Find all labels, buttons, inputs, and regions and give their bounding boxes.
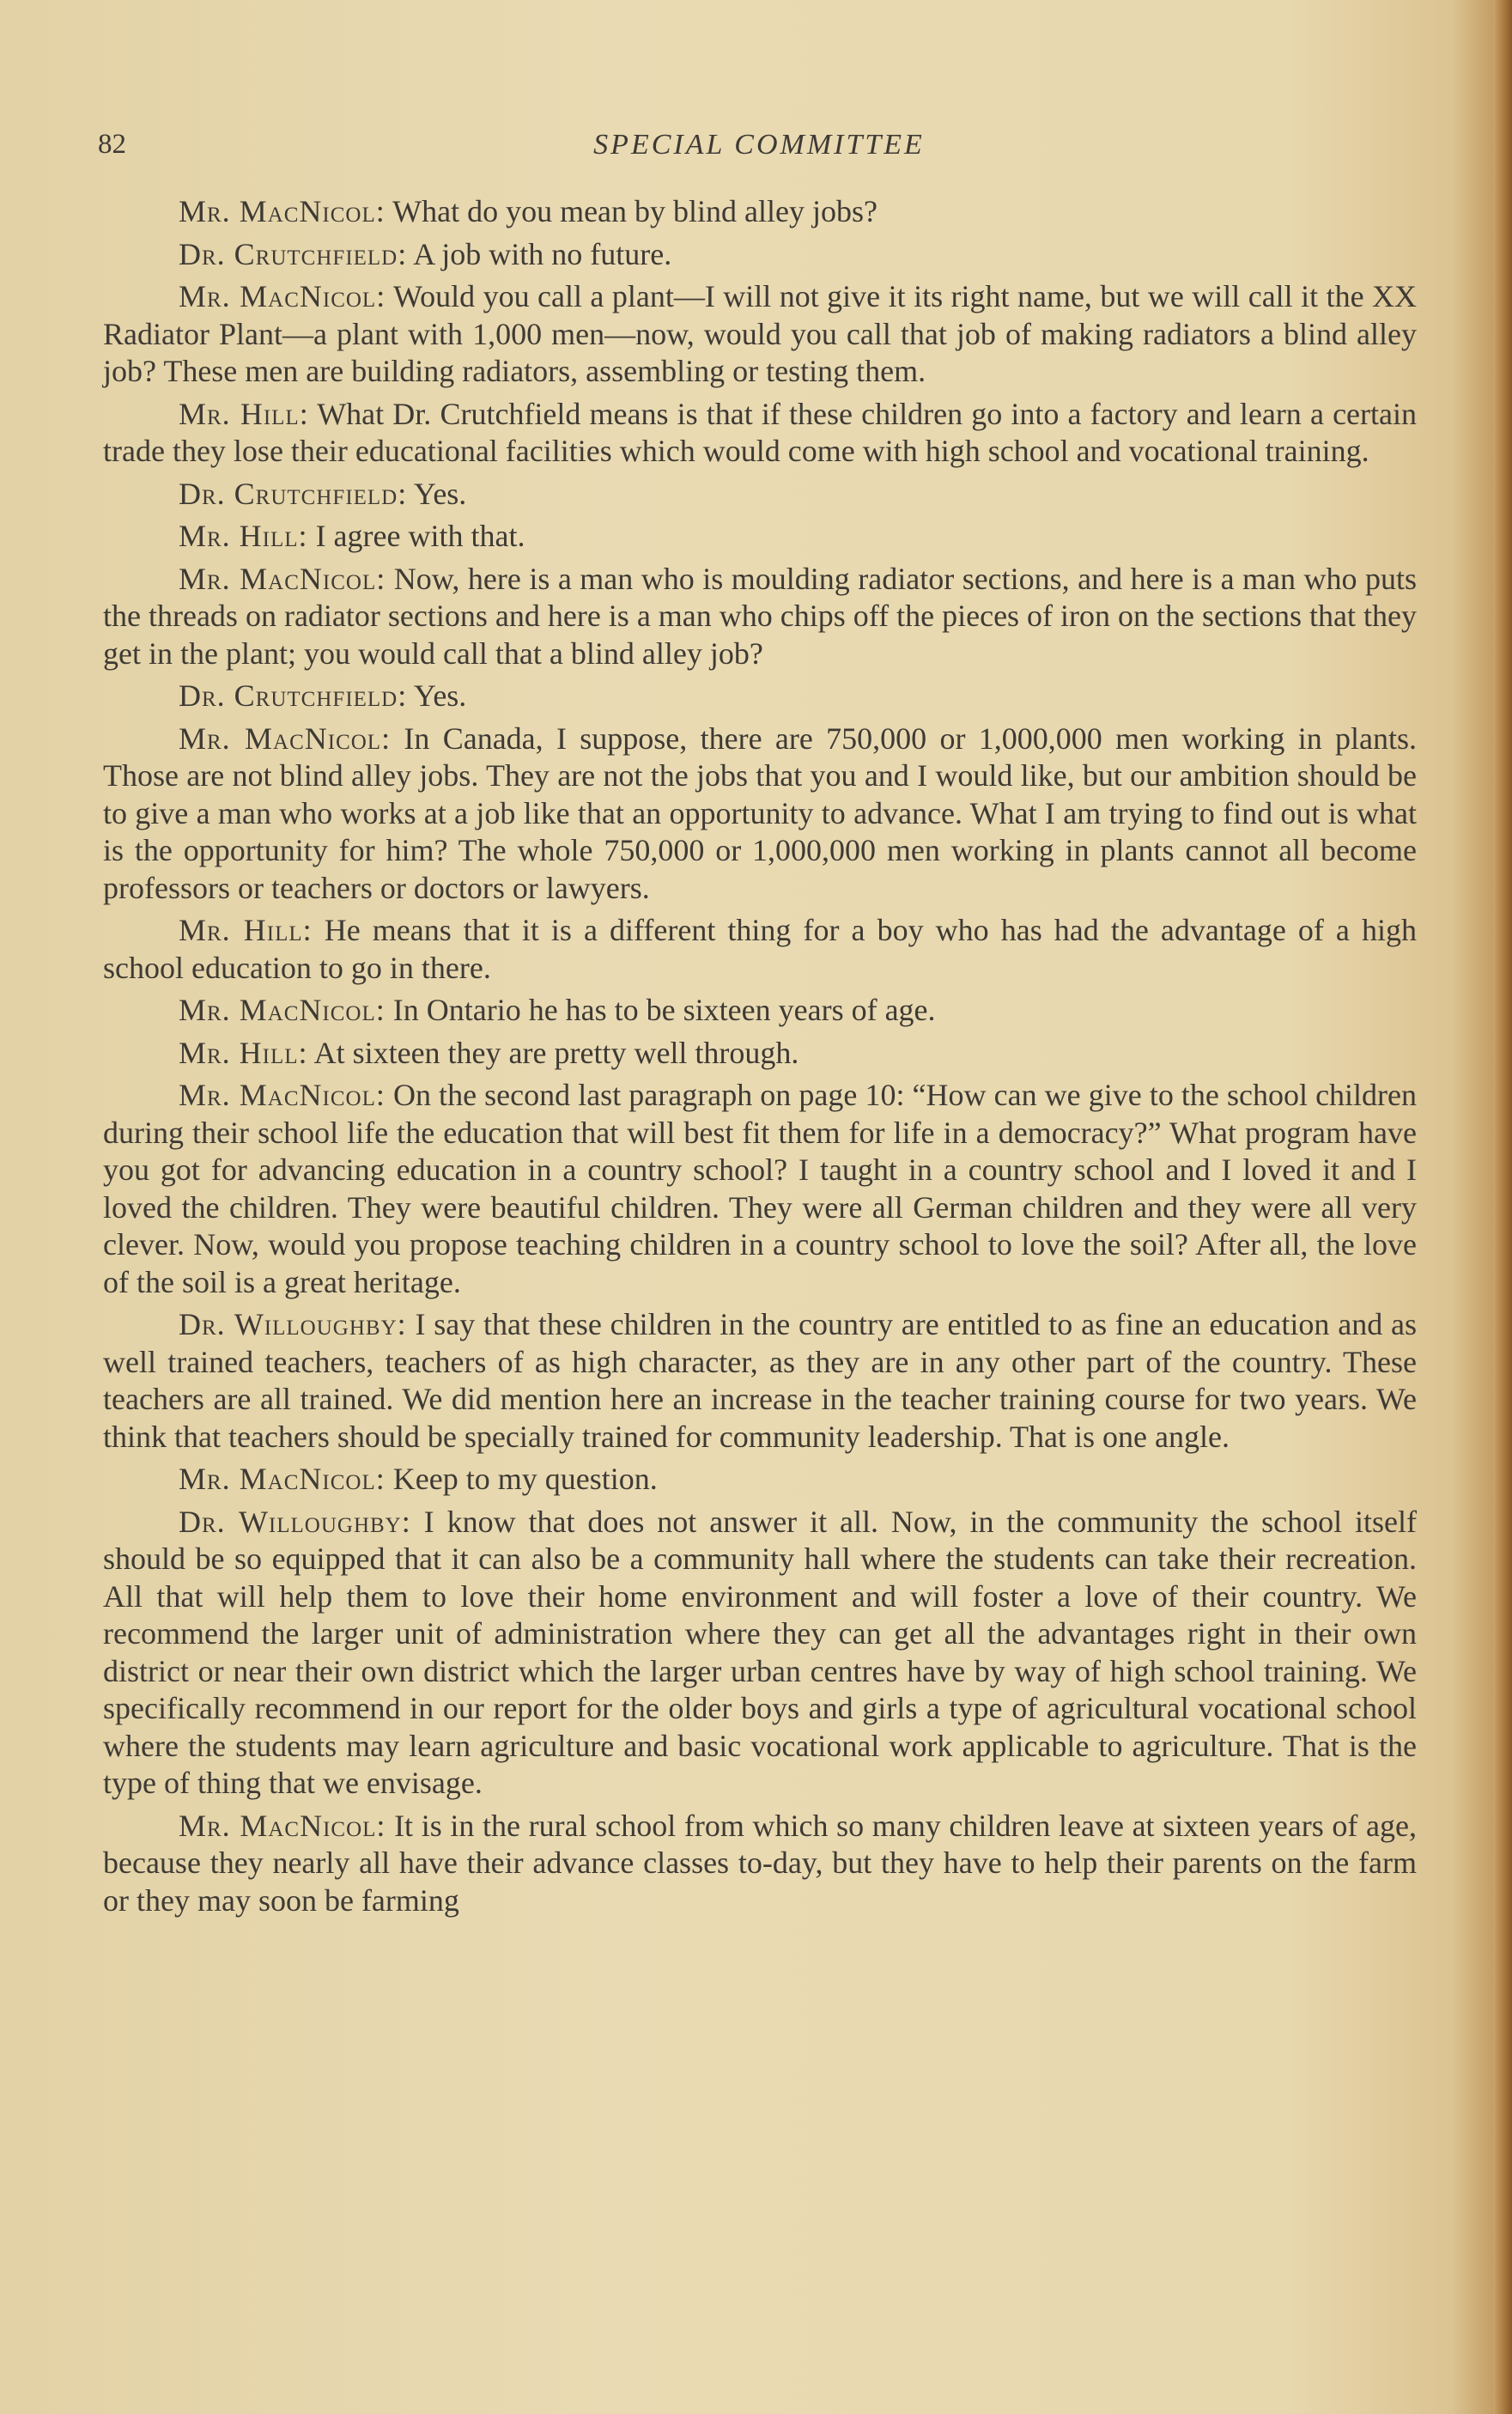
transcript-paragraph — [103, 561, 1417, 673]
transcript-body — [103, 193, 1417, 1925]
speaker-name: Mr. MacNicol: — [179, 1078, 386, 1112]
speech-text: I know that does not answer it all. Now, in the community the school itself should be so equipped that it can also be a community hall where the students can take their recreation. All that will help them to love their home environment and will foster a love of their country. We recommend the larger unit of administration where they can get all the advantages right in their own district or near their own district which the larger urban centres have by way of high school training. We specifically recommend in our report for the older boys and girls a type of agricultural vocational school where the students may learn agriculture and basic vocational work applicable to agriculture. That is the type of thing that we envisage. — [103, 1504, 1417, 1800]
speaker-name: Mr. MacNicol: — [179, 1462, 386, 1496]
speech-text: He means that it is a different thing for a boy who has had the advantage of a high school education to go in there. — [103, 913, 1417, 985]
speaker-name: Mr. Hill: — [179, 396, 309, 431]
speech-text: I agree with that. — [315, 519, 525, 553]
transcript-paragraph — [103, 278, 1417, 391]
transcript-paragraph — [103, 518, 1417, 556]
speech-text: At sixteen they are pretty well through. — [313, 1035, 799, 1070]
transcript-paragraph — [103, 1306, 1417, 1456]
speaker-name: Mr. Hill: — [179, 913, 313, 947]
speaker-name: Mr. MacNicol: — [179, 194, 386, 228]
speech-text: It is in the rural school from which so many children leave at sixteen years of age, because they nearly all have their advance classes to-day, but they have to help their parents on the farm or they may soon be farming — [103, 1808, 1418, 1918]
speaker-name: Mr. MacNicol: — [179, 561, 386, 596]
running-head: SPECIAL COMMITTEE — [593, 129, 925, 161]
transcript-paragraph — [103, 1808, 1417, 1920]
speech-text: In Canada, I suppose, there are 750,000 or 1,000,000 men working in plants. Those are not blind alley jobs. They are not the jobs that you and I would like, but our ambition should be to give a man who works at a job like that an opportunity to advance. What I am trying to find out is what is the opportunity for him? The whole 750,000 or 1,000,000 men working in plants cannot all become professors or teachers or doctors or lawyers. — [103, 721, 1418, 905]
speaker-name: Mr. Hill: — [179, 1035, 308, 1070]
transcript-paragraph — [103, 912, 1417, 987]
transcript-paragraph — [103, 236, 1417, 274]
transcript-paragraph — [103, 1461, 1417, 1499]
transcript-paragraph — [103, 678, 1417, 715]
speaker-name: Mr. MacNicol: — [179, 993, 386, 1027]
speech-text: Yes. — [413, 476, 467, 511]
speaker-name: Dr. Crutchfield: — [179, 236, 408, 271]
speech-text: Yes. — [413, 678, 467, 713]
transcript-paragraph — [103, 396, 1417, 471]
speaker-name: Mr. Hill: — [179, 519, 308, 553]
speaker-name: Dr. Crutchfield: — [179, 678, 408, 713]
speech-text: Keep to my question. — [392, 1462, 658, 1496]
speech-text: A job with no future. — [413, 236, 672, 271]
speech-text: What do you mean by blind alley jobs? — [392, 194, 877, 228]
page-header — [98, 129, 1420, 172]
transcript-paragraph — [103, 1504, 1417, 1803]
speaker-name: Mr. MacNicol: — [179, 1808, 386, 1843]
speaker-name: Dr. Crutchfield: — [179, 476, 408, 511]
page-number: 82 — [98, 129, 126, 160]
transcript-paragraph — [103, 476, 1417, 514]
transcript-paragraph — [103, 721, 1417, 908]
speech-text: I say that these children in the country are entitled to as fine an education and as well trained teachers, teachers of as high character, as they are in any other part of the country. These teachers are all trained. We did mention here an increase in the teacher training course for two years. We think that teachers should be specially trained for community leadership. That is one angle. — [103, 1307, 1417, 1454]
speaker-name: Dr. Willoughby: — [179, 1504, 411, 1539]
speaker-name: Dr. Willoughby: — [179, 1307, 407, 1341]
speech-text: On the second last paragraph on page 10: “How can we give to the school children during their school life the education that will best fit them for life in a democracy?” What program have you got for advancing education in a country school? I taught in a country school and I loved it and I loved the children. They were beautiful children. They were all German children and they were all very clever. Now, would you propose teaching children in a country school to love the soil? After all, the love of the soil is a great heritage. — [103, 1078, 1418, 1299]
transcript-paragraph — [103, 992, 1417, 1030]
speech-text: In Ontario he has to be sixteen years of age. — [392, 993, 936, 1027]
transcript-paragraph — [103, 193, 1417, 231]
speaker-name: Mr. MacNicol: — [179, 279, 386, 313]
speech-text: Now, here is a man who is moulding radiator sections, and here is a man who puts the threads on radiator sections and here is a man who chips off the pieces of iron on the sections that they get in the plant; you would call that a blind alley job? — [103, 561, 1418, 671]
page-edge — [1493, 0, 1512, 2414]
speech-text: What Dr. Crutchfield means is that if these children go into a factory and learn a certain trade they lose their educational facilities which would come with high school and vocational training. — [103, 396, 1417, 468]
transcript-paragraph — [103, 1035, 1417, 1073]
speaker-name: Mr. MacNicol: — [179, 721, 392, 756]
speech-text: Would you call a plant—I will not give it its right name, but we will call it the XX Radiator Plant—a plant with 1,000 men—now, would you call that job of making radiators a blind alley job? These men are building radiators, assembling or testing them. — [103, 279, 1418, 388]
transcript-paragraph — [103, 1077, 1417, 1301]
